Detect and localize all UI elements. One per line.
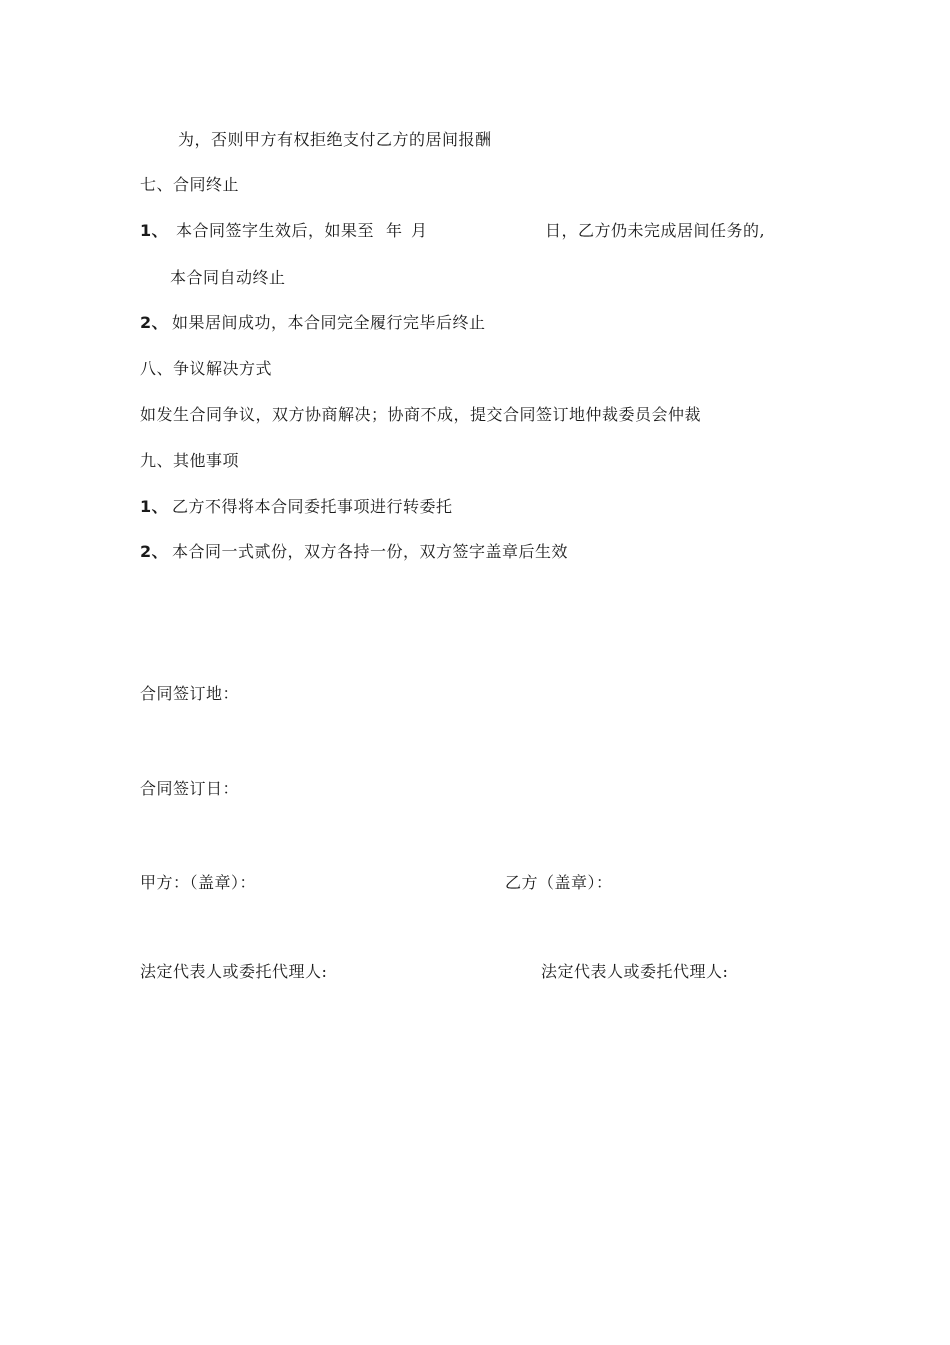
section-7-title: 七、合同终止 — [140, 175, 240, 194]
section-7-item-1-month: 月 — [411, 221, 428, 240]
section-7-item-2-number: 2、 — [140, 313, 169, 332]
signing-date-label: 合同签订日： — [140, 779, 240, 798]
continuation-line: 为，否则甲方有权拒绝支付乙方的居间报酬 — [178, 130, 492, 149]
signing-place-label: 合同签订地： — [140, 684, 240, 703]
section-9-item-2-text: 本合同一式贰份，双方各持一份，双方签字盖章后生效 — [172, 542, 569, 561]
party-a-representative-label: 法定代表人或委托代理人: — [140, 962, 328, 981]
section-9-item-2-number: 2、 — [140, 542, 169, 561]
section-9-title: 九、其他事项 — [140, 451, 240, 470]
section-7-item-1-continuation: 本合同自动终止 — [170, 268, 286, 287]
section-9-item-1-text: 乙方不得将本合同委托事项进行转委托 — [172, 497, 453, 516]
section-7-item-1-text-a: 本合同签字生效后，如果至 — [176, 221, 375, 240]
section-7-item-1-text-b: 日，乙方仍未完成居间任务的, — [545, 221, 766, 240]
party-b-representative-label: 法定代表人或委托代理人: — [541, 962, 729, 981]
section-9-item-1-number: 1、 — [140, 497, 169, 516]
section-7-item-1-number: 1、 — [140, 221, 169, 240]
section-8-text: 如发生合同争议，双方协商解决；协商不成，提交合同签订地仲裁委员会仲裁 — [140, 405, 702, 424]
party-b-seal-label: 乙方（盖章）： — [505, 873, 613, 892]
section-8-title: 八、争议解决方式 — [140, 359, 273, 378]
section-7-item-1-year: 年 — [386, 221, 403, 240]
party-a-seal-label: 甲方：（盖章）： — [140, 873, 257, 892]
section-7-item-2-text: 如果居间成功，本合同完全履行完毕后终止 — [172, 313, 486, 332]
